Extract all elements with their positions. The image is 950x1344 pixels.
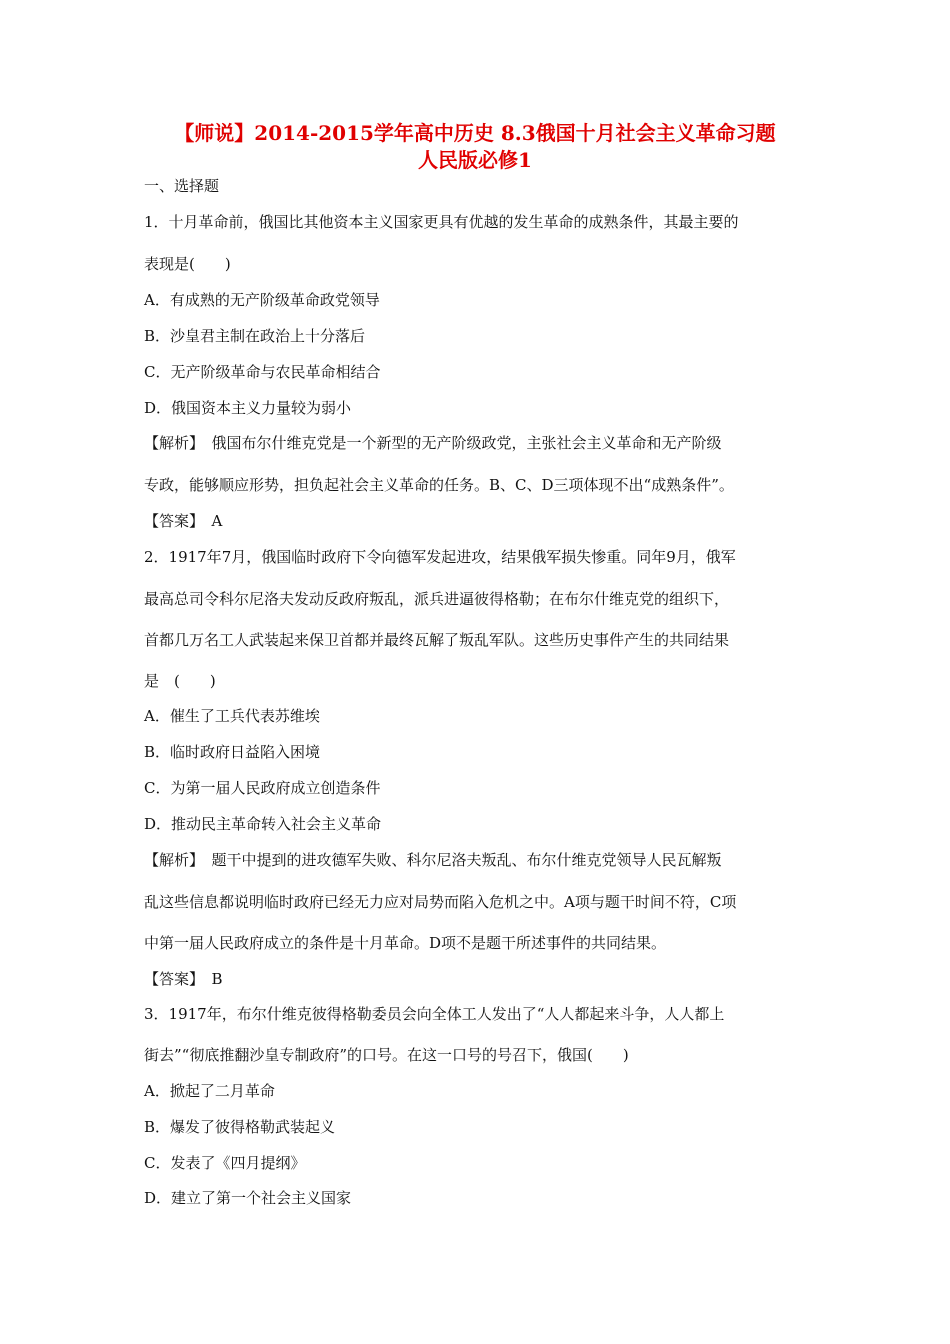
q2-analysis-line-1: 【解析】 题干中提到的进攻德军失败、科尔尼洛夫叛乱、布尔什维克党领导人民瓦解叛	[144, 851, 722, 869]
q1-stem-line-1: 1．十月革命前，俄国比其他资本主义国家更具有优越的发生革命的成熟条件，其最主要的	[144, 213, 739, 231]
q2-stem-line-3: 首都几万名工人武装起来保卫首都并最终瓦解了叛乱军队。这些历史事件产生的共同结果	[144, 631, 730, 649]
q1-option-b: B．沙皇君主制在政治上十分落后	[144, 327, 366, 345]
q2-analysis-line-3: 中第一届人民政府成立的条件是十月革命。D项不是题干所述事件的共同结果。	[144, 934, 667, 952]
q3-stem-line-2: 街去”“彻底推翻沙皇专制政府”的口号。在这一口号的号召下，俄国( )	[144, 1046, 629, 1064]
q1-stem-line-2: 表现是( )	[144, 255, 231, 273]
q3-option-c: C．发表了《四月提纲》	[144, 1154, 306, 1172]
document-title-line-2: 人民版必修1	[418, 148, 532, 172]
q1-analysis-line-1: 【解析】 俄国布尔什维克党是一个新型的无产阶级政党，主张社会主义革命和无产阶级	[144, 434, 722, 452]
q3-option-b: B．爆发了彼得格勒武装起义	[144, 1118, 336, 1136]
q1-option-a: A．有成熟的无产阶级革命政党领导	[144, 291, 380, 309]
q2-stem-line-2: 最高总司令科尔尼洛夫发动反政府叛乱，派兵进逼彼得格勒；在布尔什维克党的组织下，	[144, 590, 730, 608]
q2-analysis-line-2: 乱这些信息都说明临时政府已经无力应对局势而陷入危机之中。A项与题干时间不符，C项	[144, 893, 737, 911]
q3-option-a: A．掀起了二月革命	[144, 1082, 275, 1100]
q3-option-d: D．建立了第一个社会主义国家	[144, 1189, 352, 1207]
q1-analysis-line-2: 专政，能够顺应形势，担负起社会主义革命的任务。B、C、D三项体现不出“成熟条件”。	[144, 476, 734, 494]
q2-stem-line-4: 是 ( )	[144, 672, 216, 690]
q2-answer: 【答案】 B	[144, 970, 223, 988]
q1-option-d: D．俄国资本主义力量较为弱小	[144, 399, 352, 417]
q2-option-a: A．催生了工兵代表苏维埃	[144, 707, 320, 725]
q2-option-c: C．为第一届人民政府成立创造条件	[144, 779, 381, 797]
q1-answer: 【答案】 A	[144, 512, 223, 530]
q1-option-c: C．无产阶级革命与农民革命相结合	[144, 363, 381, 381]
q2-stem-line-1: 2．1917年7月，俄国临时政府下令向德军发起进攻，结果俄军损失惨重。同年9月，俄军	[144, 548, 736, 566]
q3-stem-line-1: 3．1917年，布尔什维克彼得格勒委员会向全体工人发出了“人人都起来斗争，人人都上	[144, 1005, 725, 1023]
q2-option-d: D．推动民主革命转入社会主义革命	[144, 815, 382, 833]
document-title-line-1: 【师说】2014-2015学年高中历史 8.3俄国十月社会主义革命习题	[174, 121, 776, 145]
section-heading: 一、选择题	[144, 177, 220, 195]
q2-option-b: B．临时政府日益陷入困境	[144, 743, 321, 761]
